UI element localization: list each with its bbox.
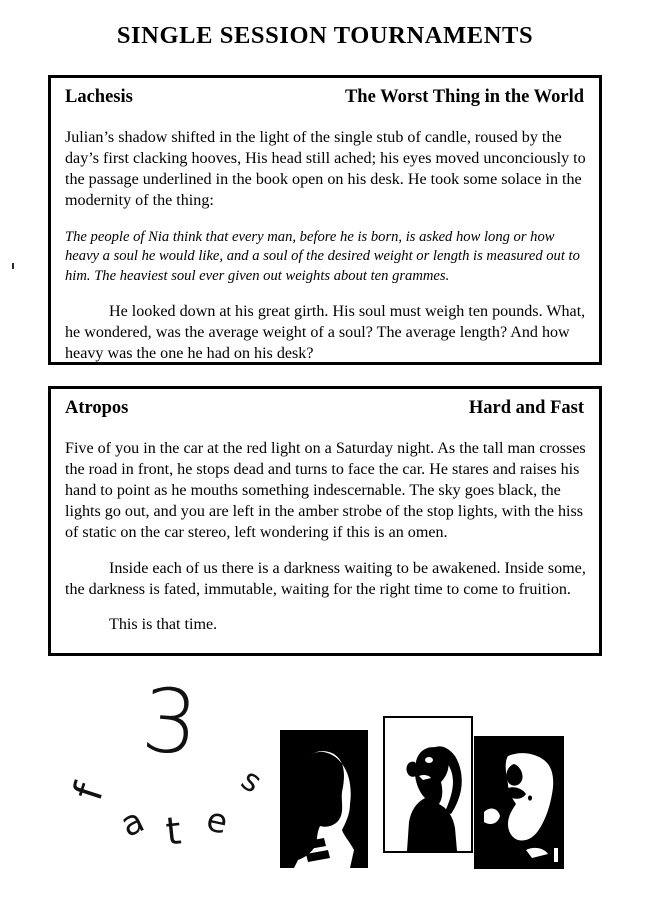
paragraph-closing: He looked down at his great girth. His soul must weigh ten pounds. What, he wondered, was the average weight of a soul? The average length? And how heavy was the one he had on his desk?: [65, 303, 586, 363]
paragraph-spacer: [65, 212, 586, 229]
logo-letter-e: e: [203, 799, 232, 842]
entry-body: [65, 439, 586, 636]
scan-artifact: [12, 263, 14, 269]
entry-box-inner: [51, 389, 599, 636]
portrait-panel-right: [474, 736, 564, 869]
portrait-panel-center: [383, 716, 473, 853]
logo-letter-s: s: [234, 761, 269, 801]
page-title: SINGLE SESSION TOURNAMENTS: [116, 22, 534, 49]
paragraph-spacer: [65, 544, 586, 559]
logo-numeral-three: 3: [138, 668, 202, 775]
entry-header: [65, 87, 586, 108]
logo-block: [0, 666, 650, 876]
story-title: Hard and Fast: [468, 398, 584, 418]
entry-header: [65, 398, 586, 419]
entry-body: [65, 128, 586, 365]
quoted-passage: The people of Nia think that every man, before he is born, is asked how long or how heavy a soul he would like, and a soul of the desired weight or length is measured out to him. The heaviest soul ever given out weights about ten grammes.: [65, 229, 580, 284]
logo-letter-f: f: [64, 778, 114, 806]
paragraph-closing: This is that time.: [109, 616, 218, 634]
portrait-center-artwork: [385, 718, 471, 851]
story-title: The Worst Thing in the World: [344, 87, 584, 107]
entry-box-atropos: [48, 386, 602, 656]
portrait-panel-left: [280, 730, 368, 868]
portrait-left-artwork: [280, 730, 368, 868]
paragraph-opening: Julian’s shadow shifted in the light of the single stub of candle, roused by the day’s first clacking hooves, His head still ached; his eyes moved unconciously to the passage underlined in the book open on his desk. He took some solace in the modernity of the thing:: [65, 129, 586, 209]
paragraph-spacer: [65, 600, 586, 615]
entry-box-inner: [51, 78, 599, 365]
paragraph-opening: Five of you in the car at the red light on a Saturday night. As the tall man crosses the road in front, he stops dead and turns to face the car. He stares and raises his hand to point as he mouths something indescernable. The sky goes black, the lights go out, and you are left in the amber strobe of the stop lights, with the hiss of static on the car stereo, left wondering if this is an omen.: [65, 440, 586, 541]
paragraph-middle: Inside each of us there is a darkness waiting to be awakened. Inside some, the darkness is fated, immutable, waiting for the right time to come to fruition.: [65, 559, 586, 598]
entry-box-lachesis: [48, 75, 602, 365]
fate-name: Atropos: [65, 398, 129, 418]
fate-name: Lachesis: [65, 87, 133, 107]
logo-letter-t: t: [163, 808, 184, 854]
logo-letter-a: a: [114, 800, 151, 846]
portrait-right-artwork: [474, 736, 564, 869]
paragraph-spacer: [65, 286, 586, 303]
